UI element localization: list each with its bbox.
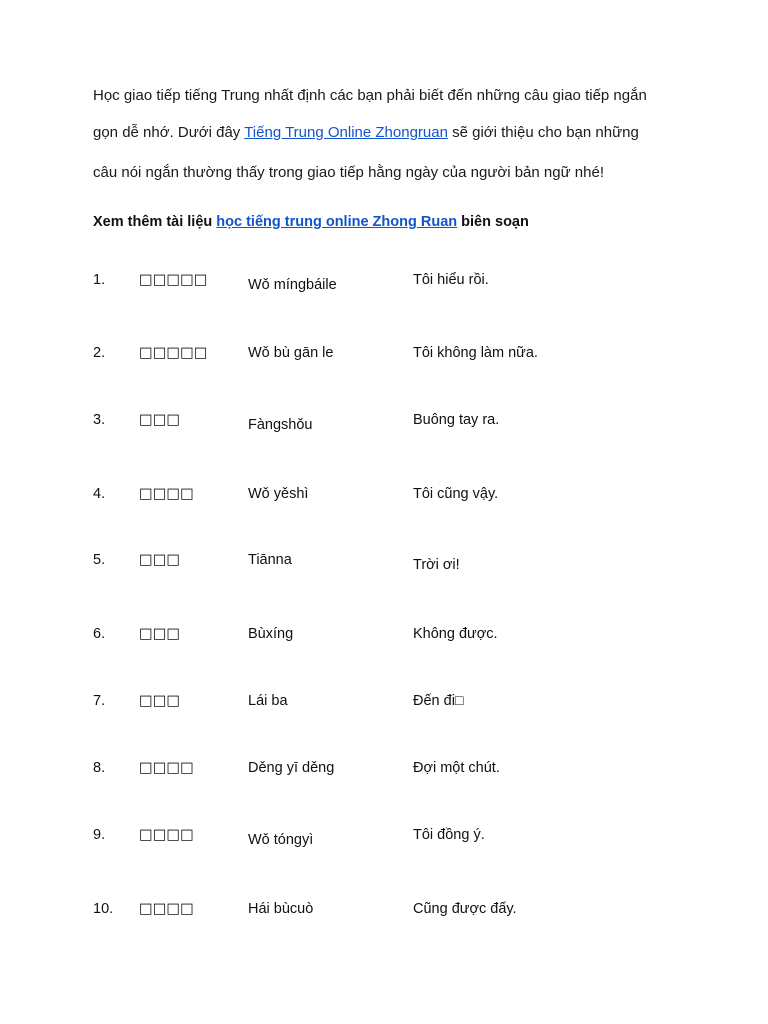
phrase-number: 5.	[93, 552, 106, 568]
phrase-meaning: Trời ơi!	[413, 557, 460, 573]
intro-line-1: Học giao tiếp tiếng Trung nhất định các bạn phải biết đến những câu giao tiếp ngắn	[93, 87, 647, 104]
see-more-line	[93, 214, 529, 230]
see-more-suffix: biên soạn	[457, 214, 529, 230]
phrase-pinyin: Tiānna	[248, 552, 292, 568]
phrase-number: 7.	[93, 693, 106, 709]
intro-line-2-text: gọn dễ nhớ. Dưới đây	[93, 124, 245, 141]
phrase-hanzi: □□□□	[139, 486, 194, 502]
phrase-hanzi: □□□□	[139, 901, 194, 917]
phrase-number: 6.	[93, 626, 106, 642]
phrase-row	[0, 901, 768, 931]
phrase-row	[0, 760, 768, 790]
phrase-number: 3.	[93, 412, 106, 428]
phrase-hanzi: □□□	[139, 626, 181, 642]
phrase-hanzi: □□□	[139, 412, 181, 428]
phrase-pinyin: Wǒ tóngyì	[248, 832, 314, 848]
phrase-pinyin: Fàngshǒu	[248, 417, 313, 433]
phrase-hanzi: □□□	[139, 693, 181, 709]
intro-line-2-tail: sẽ giới thiệu cho bạn những	[447, 124, 639, 141]
phrase-hanzi: □□□□□	[139, 345, 208, 361]
zhongruan-link[interactable]: Tiếng Trung Online Zhongruan	[244, 124, 448, 141]
intro-line-3: câu nói ngắn thường thấy trong giao tiếp hằng ngày của người bản ngữ nhé!	[93, 164, 604, 181]
phrase-hanzi: □□□□	[139, 760, 194, 776]
phrase-row	[0, 272, 768, 302]
phrase-row	[0, 693, 768, 723]
phrase-row	[0, 626, 768, 656]
study-material-link[interactable]: học tiếng trung online Zhong Ruan	[216, 214, 458, 230]
phrase-meaning: Tôi đồng ý.	[413, 827, 485, 843]
phrase-row	[0, 552, 768, 582]
phrase-meaning: Tôi cũng vậy.	[413, 486, 499, 502]
phrase-meaning: Tôi không làm nữa.	[413, 345, 538, 361]
phrase-meaning: Buông tay ra.	[413, 412, 500, 428]
phrase-hanzi: □□□□	[139, 827, 194, 843]
intro-line-2	[93, 124, 639, 141]
phrase-pinyin: Wǒ bù gān le	[248, 345, 334, 361]
phrase-meaning: Đợi một chút.	[413, 760, 500, 776]
phrase-meaning: Cũng được đấy.	[413, 901, 517, 917]
phrase-number: 1.	[93, 272, 106, 288]
phrase-number: 9.	[93, 827, 106, 843]
phrase-number: 8.	[93, 760, 106, 776]
phrase-meaning: Tôi hiểu rồi.	[413, 272, 489, 288]
phrase-number: 10.	[93, 901, 114, 917]
phrase-hanzi: □□□□□	[139, 272, 208, 288]
phrase-hanzi: □□□	[139, 552, 181, 568]
see-more-label: Xem thêm tài liệu	[93, 214, 217, 230]
phrase-pinyin: Děng yī děng	[248, 760, 335, 776]
phrase-meaning: Đến đi□	[413, 693, 464, 709]
phrase-row	[0, 412, 768, 442]
phrase-pinyin: Hái bùcuò	[248, 901, 314, 917]
phrase-pinyin: Wǒ yěshì	[248, 486, 309, 502]
phrase-number: 2.	[93, 345, 106, 361]
phrase-row	[0, 827, 768, 857]
phrase-meaning: Không được.	[413, 626, 498, 642]
phrase-row	[0, 486, 768, 516]
phrase-row	[0, 345, 768, 375]
phrase-pinyin: Wǒ míngbáile	[248, 277, 337, 293]
phrase-pinyin: Bùxíng	[248, 626, 294, 642]
phrase-pinyin: Lái ba	[248, 693, 288, 709]
phrase-number: 4.	[93, 486, 106, 502]
